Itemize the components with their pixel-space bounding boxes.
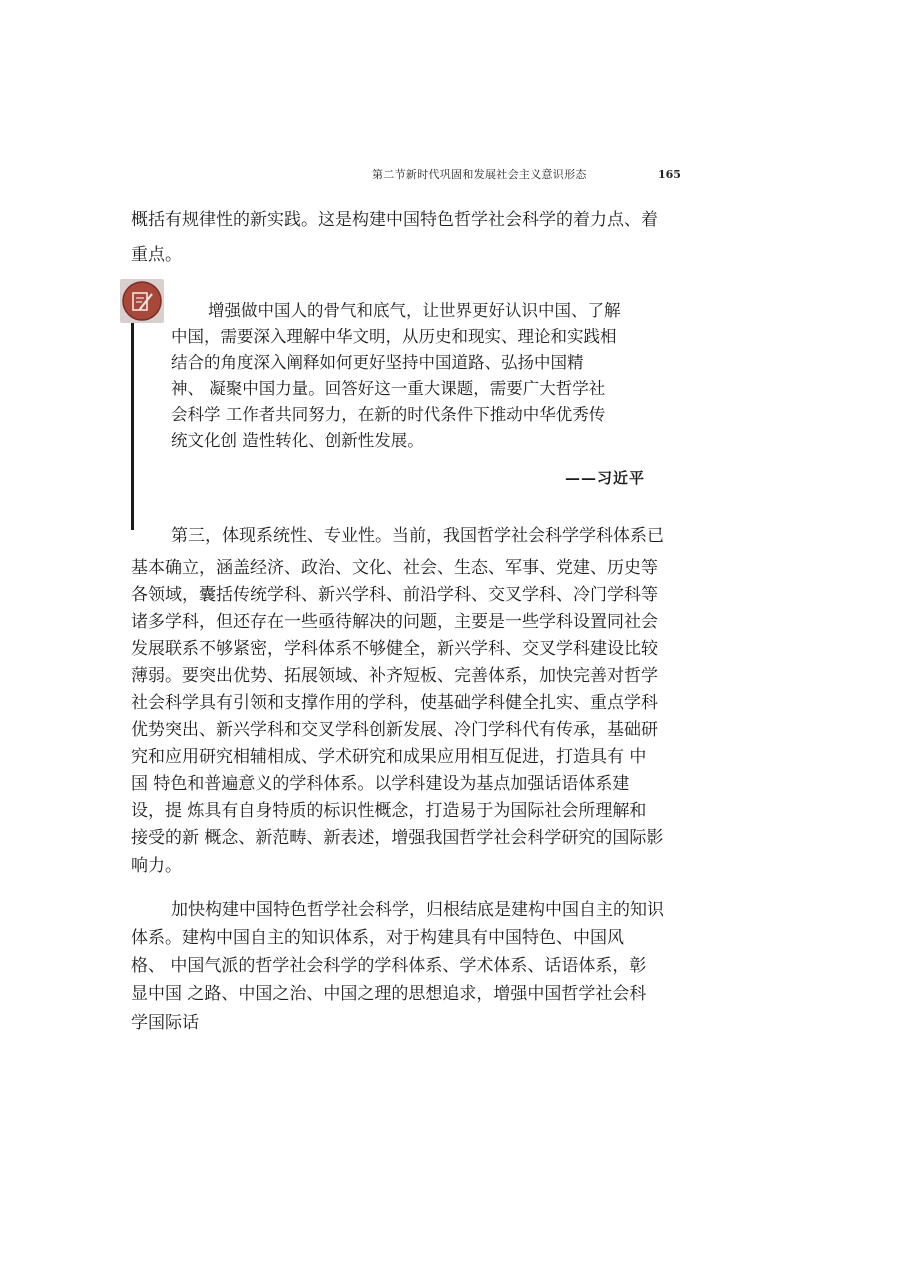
quote-line: 统文化创 造性转化、创新性发展。 [171,431,424,450]
body-text-line: 格、 中国气派的哲学社会科学的学科体系、学术体系、话语体系，彰 [131,956,647,976]
quote-line: 增强做中国人的骨气和底气，让世界更好认识中国、了解 [208,301,621,320]
body-text-line: 显中国 之路、中国之治、中国之理的思想追求，增强中国哲学社会科 [131,984,647,1004]
body-text-line: 概括有规律性的新实践。这是构建中国特色哲学社会科学的着力点、着 [131,210,658,230]
body-text-line: 各领域，囊括传统学科、新兴学科、前沿学科、交叉学科、冷门学科等 [131,585,658,605]
pencil-note-icon [120,279,164,323]
page-number: 165 [658,168,681,181]
body-text-line: 诸多学科，但还存在一些亟待解决的问题，主要是一些学科设置同社会 [131,612,658,632]
body-text-line: 重点。 [131,245,182,265]
body-text-line: 基本确立，涵盖经济、政治、文化、社会、生态、军事、党建、历史等 [131,558,658,578]
body-text-line: 薄弱。要突出优势、拓展领域、补齐短板、完善体系，加快完善对哲学 [131,666,658,686]
quote-side-rule [131,294,134,530]
body-text-line: 加快构建中国特色哲学社会科学，归根结底是建构中国自主的知识 [171,900,664,920]
body-text-line: 学国际话 [131,1013,199,1033]
body-text-line: 接受的新 概念、新范畴、新表述，增强我国哲学社会科学研究的国际影 [131,828,664,848]
quote-line: 中国，需要深入理解中华文明，从历史和现实、理论和实践相 [171,327,617,346]
body-text-line: 优势突出、新兴学科和交叉学科创新发展、冷门学科代有传承，基础研 [131,720,658,740]
body-text-line: 社会科学具有引领和支撑作用的学科，使基础学科健全扎实、重点学科 [131,693,658,713]
body-text-line: 发展联系不够紧密，学科体系不够健全，新兴学科、交叉学科建设比较 [131,639,658,659]
quote-attribution: ——习近平 [565,469,646,487]
body-text-line: 究和应用研究相辅相成、学术研究和成果应用相互促进，打造具有 中 [131,747,647,767]
body-text-line: 响力。 [131,856,182,876]
quote-line: 结合的角度深入阐释如何更好坚持中国道路、弘扬中国精 [171,353,584,372]
chapter-section-title: 第二节新时代巩固和发展社会主义意识形态 [372,168,587,181]
body-text-line: 国 特色和普遍意义的学科体系。以学科建设为基点加强话语体系建 [131,774,630,794]
body-text-line: 体系。建构中国自主的知识体系，对于构建具有中国特色、中国风 [131,928,624,948]
body-text-line: 设，提 炼具有自身特质的标识性概念，打造易于为国际社会所理解和 [131,801,647,821]
quote-line: 会科学 工作者共同努力，在新的时代条件下推动中华优秀传 [171,405,606,424]
quote-line: 神、 凝聚中国力量。回答好这一重大课题，需要广大哲学社 [171,379,606,398]
body-text-line: 第三，体现系统性、专业性。当前，我国哲学社会科学学科体系已 [171,526,664,546]
